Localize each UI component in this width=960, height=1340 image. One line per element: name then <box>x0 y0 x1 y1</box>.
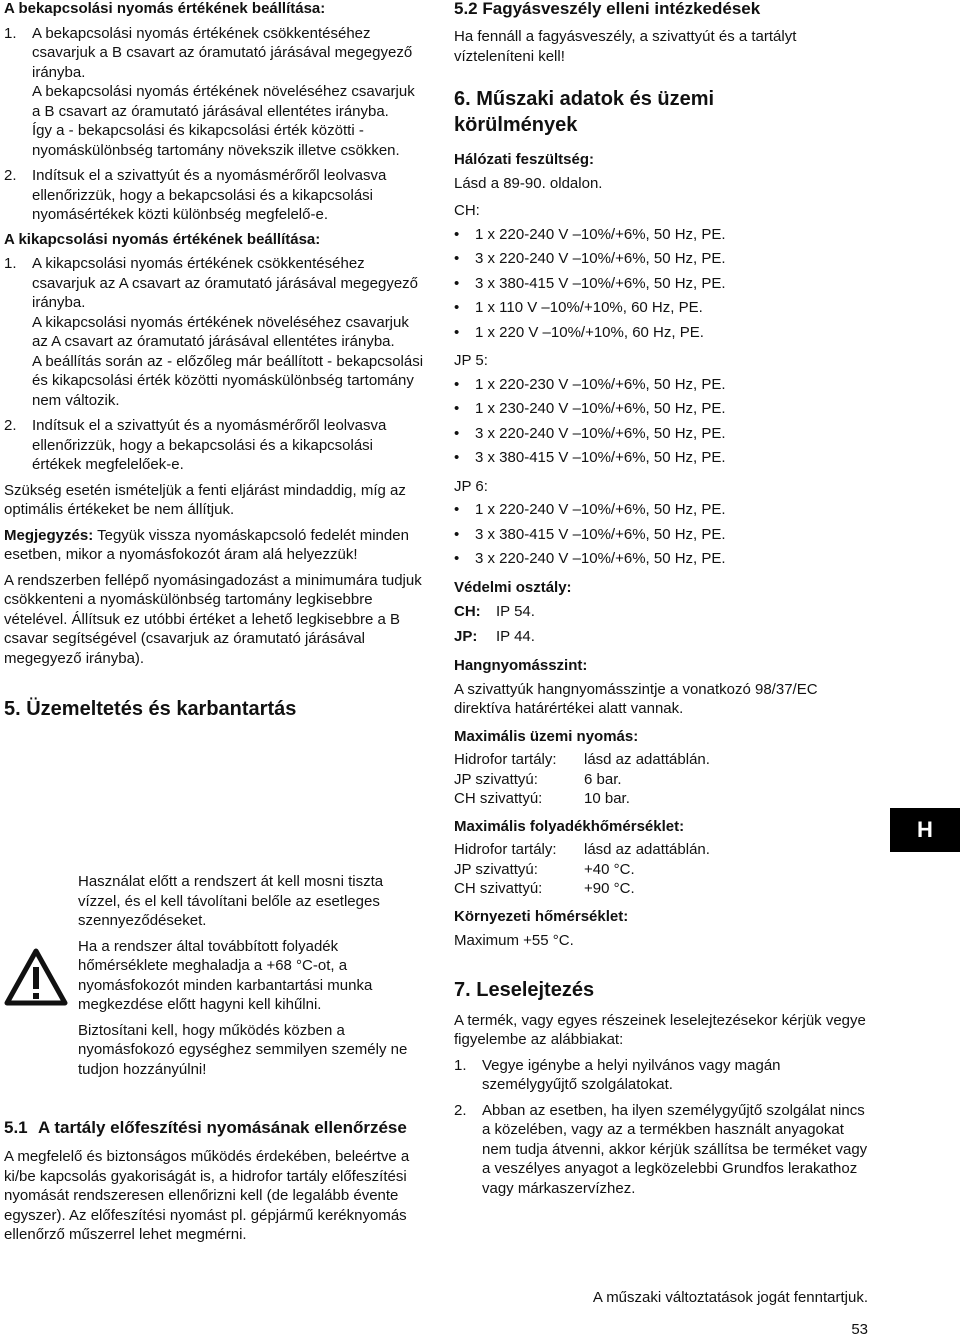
list-item: • 1 x 230-240 V –10%/+6%, 50 Hz, PE. <box>454 399 874 419</box>
table-row: CH szivattyú: 10 bar. <box>454 790 630 807</box>
list-item: • 3 x 380-415 V –10%/+6%, 50 Hz, PE. <box>454 448 874 468</box>
on-step-2: 2. Indítsuk el a szivattyút és a nyomásmérőről leolvasva ellenőrizzük, hogy a bekapcsolási és a kikapcsolási nyomásértékek közti különbség megfelelő-e. <box>4 167 387 223</box>
section-5-2-paragraph: Ha fennáll a fagyásveszély, a szivattyút és a tartályt vízteleníteni kell! <box>454 28 797 65</box>
note-text: Tegyük vissza nyomáskapcsoló fedelét minden esetben, mikor a nyomásfokozót áram alá helyezzük! <box>4 526 409 563</box>
list-item: • 3 x 380-415 V –10%/+6%, 50 Hz, PE. <box>454 525 874 545</box>
jp5-voltage-list <box>454 375 874 468</box>
heading-off-pressure: A kikapcsolási nyomás értékének beállítása: <box>4 230 321 248</box>
voltage-reference: Lásd a 89-90. oldalon. <box>454 174 603 192</box>
repeat-paragraph: Szükség esetén ismételjük a fenti eljárást mindaddig, míg az optimális értékeket be nem állítjuk. <box>4 481 406 518</box>
section-5-1 <box>4 1116 426 1245</box>
left-column <box>4 0 426 722</box>
on-step-1-b: A bekapcsolási nyomás értékének növeléséhez csavarjuk a B csavart az óramutató járásával ellentétes irányba. <box>32 83 415 120</box>
ch-voltage-list <box>454 225 874 343</box>
heading-max-temp: Maximális folyadékhőmérséklet: <box>454 817 685 835</box>
off-step-1-b: A kikapcsolási nyomás értékének növeléséhez csavarjuk az A csavart az óramutató járásával ellentétes irányba. <box>32 313 409 350</box>
note-label: Megjegyzés: <box>4 526 94 544</box>
warning-icon <box>4 948 68 1012</box>
warning-text-2: Ha a rendszer által továbbított folyadék hőmérséklete meghaladja a +68 °C-ot, a nyomásfokozót minden karbantartási munka megkezdése előtt hagyni kell kihűlni. <box>78 937 373 1013</box>
jp6-voltage-list <box>454 500 874 569</box>
disposal-item-2: 2. Abban az esetben, ha ilyen személygyűjtő szolgálat nincs a közelében, vagy az a termékben használt anyagokat nem tudja átvenni, akkor kérjük szállítsa be terméket vagy a veszélyes anyagot a legközelebbi Grundfos lerakathoz vagy márkaszervízhez. <box>454 1101 868 1197</box>
heading-section-5-1: 5.1 A tartály előfeszítési nyomásának ellenőrzése <box>4 1118 407 1137</box>
right-column <box>454 0 874 1198</box>
pressure-note: A rendszerben fellépő nyomásingadozást a minimumára tudjuk csökkenteni a nyomáskülönbség tartomány legkisebbre vételével. Állítsuk ez utóbbi értéket a lehető legkisebbre a B csavar segítségével (csavarjuk az óramutató járásával megegyező irányba). <box>4 571 422 667</box>
protection-jp: JP: IP 44. <box>454 627 535 645</box>
table-row: JP szivattyú: +40 °C. <box>454 860 635 878</box>
ambient-temp: Maximum +55 °C. <box>454 932 574 949</box>
note-paragraph <box>4 526 426 565</box>
protection-ch: CH: IP 54. <box>454 603 535 620</box>
off-step-1: 1. A kikapcsolási nyomás értékének csökkentéséhez csavarjuk az A csavart az óramutató járásával megegyező irányba. A kikapcsolási nyomás értékének növeléséhez csavarjuk az A csavart az óramutató járásával ellentétes irányba. A beállítás során az - előzőleg már beállított - bekapcsolási és kikapcsolási érték közötti nyomáskülönbség tartomány nem változik. <box>4 254 426 410</box>
list-item: • 3 x 380-415 V –10%/+6%, 50 Hz, PE. <box>454 274 874 294</box>
heading-voltage: Hálózati feszültség: <box>454 151 595 168</box>
heading-protection: Védelmi osztály: <box>454 578 572 596</box>
heading-section-5-2: 5.2 Fagyásveszély elleni intézkedések <box>454 0 761 18</box>
max-temp-table <box>454 840 874 899</box>
list-item: • 1 x 220-240 V –10%/+6%, 50 Hz, PE. <box>454 225 874 245</box>
jp5-label: JP 5: <box>454 352 488 369</box>
off-step-1-c: A beállítás során az - előzőleg már beállított - bekapcsolási és kikapcsolási érték közötti nyomáskülönbség tartomány nem változik. <box>32 352 424 409</box>
table-row: Hidrofor tartály: lásd az adattáblán. <box>454 751 710 768</box>
heading-on-pressure: A bekapcsolási nyomás értékének beállítása: <box>4 0 326 17</box>
noise-paragraph: A szivattyúk hangnyomásszintje a vonatkozó 98/37/EC direktíva határértékei alatt vannak. <box>454 680 818 717</box>
on-step-1-a: A bekapcsolási nyomás értékének csökkentéséhez csavarjuk a B csavart az óramutató járásával megegyező irányba. <box>32 24 413 81</box>
on-step-1: 1. A bekapcsolási nyomás értékének csökkentéséhez csavarjuk a B csavart az óramutató járásával megegyező irányba. A bekapcsolási nyomás értékének növeléséhez csavarjuk a B csavart az óramutató járásával ellentétes irányba. Így a - bekapcsolási és kikapcsolási érték közötti - nyomáskülönbség tartomány növekszik illetve csökken. <box>4 24 426 161</box>
list-item: • 3 x 220-240 V –10%/+6%, 50 Hz, PE. <box>454 549 874 569</box>
heading-section-7: 7. Leselejtezés <box>454 978 595 1001</box>
warning-text-1: Használat előtt a rendszert át kell mosni tiszta vízzel, és el kell távolítani belőle az esetleges szennyeződéseket. <box>78 873 384 929</box>
section-7-paragraph: A termék, vagy egyes részeinek leselejtezésekor kérjük vegye figyelembe az alábbiakat: <box>454 1011 866 1048</box>
warning-text-block <box>78 872 418 1079</box>
section-5-1-paragraph: A megfelelő és biztonságos működés érdekében, beleértve a ki/be kapcsolás gyakoriságát is, a hidrofor tartály előfeszítési nyomását rendszeresen ellenőrizni kell (de legalább évente egyszer). Az előfeszítési nyomást pl. gépjármű keréknyomás ellenőrző műszerrel lehet megmérni. <box>4 1148 410 1243</box>
heading-section-6: 6. Műszaki adatok és üzemi körülmények <box>454 88 715 136</box>
list-item: • 3 x 220-240 V –10%/+6%, 50 Hz, PE. <box>454 249 874 269</box>
list-item: • 1 x 220-230 V –10%/+6%, 50 Hz, PE. <box>454 375 874 395</box>
on-step-1-c: Így a - bekapcsolási és kikapcsolási érték közötti - nyomáskülönbség tartomány növekszik illetve csökken. <box>32 122 400 159</box>
list-item: • 1 x 110 V –10%/+10%, 60 Hz, PE. <box>454 298 874 318</box>
list-item: • 1 x 220 V –10%/+10%, 60 Hz, PE. <box>454 323 874 343</box>
max-pressure-table <box>454 750 874 809</box>
table-row: CH szivattyú: +90 °C. <box>454 880 635 897</box>
page-number: 53 <box>851 1321 868 1338</box>
list-item: • 3 x 220-240 V –10%/+6%, 50 Hz, PE. <box>454 424 874 444</box>
list-item: • 1 x 220-240 V –10%/+6%, 50 Hz, PE. <box>454 500 874 520</box>
disposal-item-1: 1. Vegye igénybe a helyi nyilvános vagy magán személygyűjtő szolgálatokat. <box>454 1056 781 1093</box>
heading-ambient-temp: Környezeti hőmérséklet: <box>454 907 629 925</box>
heading-noise: Hangnyomásszint: <box>454 657 588 674</box>
jp6-label: JP 6: <box>454 477 488 495</box>
rights-reserved-note: A műszaki változtatások jogát fenntartjuk. <box>592 1289 868 1306</box>
warning-text-3: Biztosítani kell, hogy működés közben a nyomásfokozó egységhez semmilyen személy ne tudjon hozzányúlni! <box>78 1021 408 1078</box>
off-step-2: 2. Indítsuk el a szivattyút és a nyomásmérőről leolvasva ellenőrizzük, hogy a bekapcsolási és a kikapcsolási értékek megfelelőek-e. <box>4 417 387 473</box>
table-row: JP szivattyú: 6 bar. <box>454 770 622 788</box>
heading-section-5: 5. Üzemeltetés és karbantartás <box>4 698 297 720</box>
ch-label: CH: <box>454 202 480 219</box>
heading-max-pressure: Maximális üzemi nyomás: <box>454 727 639 745</box>
table-row: Hidrofor tartály: lásd az adattáblán. <box>454 841 710 858</box>
language-tab: H <box>890 808 960 852</box>
off-step-1-a: A kikapcsolási nyomás értékének csökkentéséhez csavarjuk az A csavart az óramutató járásával megegyező irányba. <box>32 255 419 311</box>
